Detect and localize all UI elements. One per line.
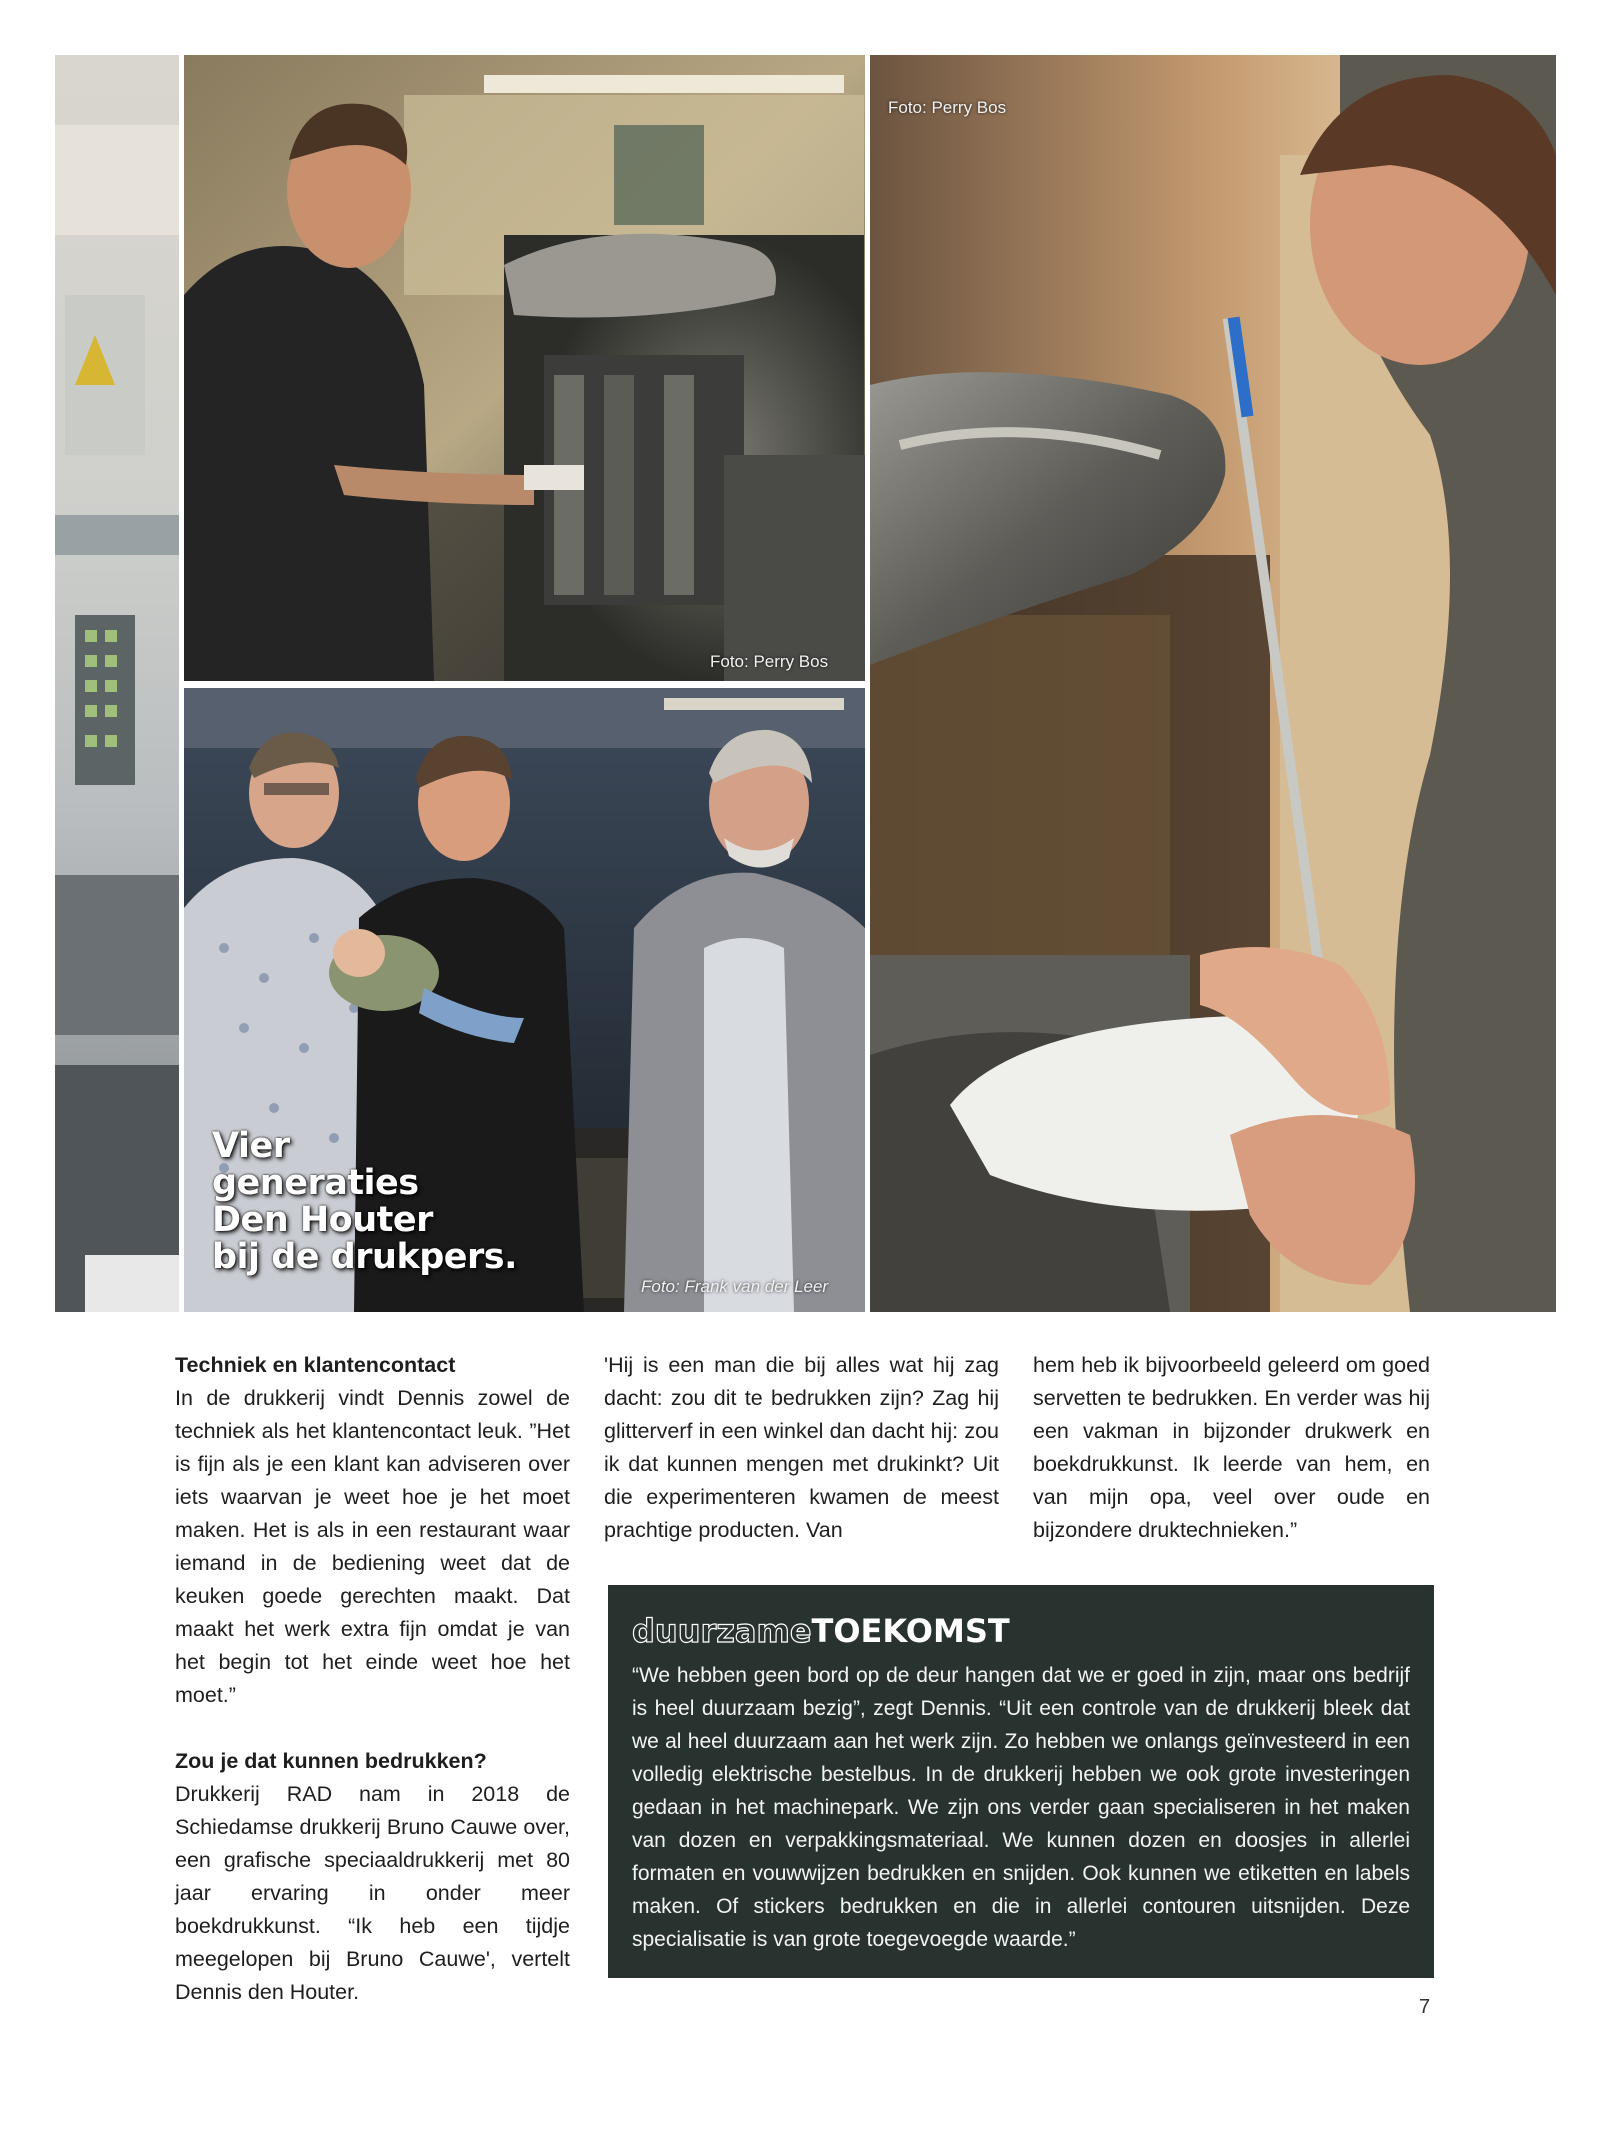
- box-title-thin: duurzame: [632, 1612, 812, 1650]
- page-number: 7: [1419, 1996, 1431, 2018]
- box-title: [632, 1611, 1410, 1651]
- section-heading-printing: Zou je dat kunnen bedrukken?: [175, 1749, 487, 1773]
- sustainability-box: [608, 1585, 1434, 1978]
- headline-line-4: bij de drukpers.: [212, 1237, 517, 1277]
- photo-credit-bottom-left: Foto: Frank van der Leer: [641, 1277, 829, 1296]
- reading-print-proof-photo: [870, 55, 1556, 1312]
- article-column-1: [175, 1349, 570, 2009]
- left-strip-photo: [55, 55, 179, 1312]
- paragraph-column-2: 'Hij is een man die bij alles wat hij zag dacht: zou dit te bedrukken zijn? Zag hij glitterverf in een winkel dan dacht hij: zou ik dat kunnen mengen met drukinkt? Uit die experimenteren kwamen de meest prachtige producten. Van: [604, 1353, 999, 1542]
- photo-credit-right: Foto: Perry Bos: [888, 98, 1007, 117]
- section-heading-technique: Techniek en klantencontact: [175, 1353, 456, 1377]
- box-text: “We hebben geen bord op de deur hangen dat we er goed in zijn, maar ons bedrijf is heel duurzaam bezig”, zegt Dennis. “Uit een controle van de drukkerij bleek dat we al heel duurzaam aan het werk zijn. Zo hebben we onlangs geïnvesteerd in een volledig elektrische bestelbus. In de drukkerij hebben we ook grote investeringen gedaan in het machinepark. We zijn ons verder gaan specialiseren in het maken van dozen en verpakkingsmateriaal. We kunnen dozen en doosjes in allerlei formaten en vouwwijzen bedrukken en snijden. Ook kunnen we etiketten en labels maken. Of stickers bedrukken en die in allerlei contouren uitsnijden. Deze specialisatie is van grote toegevoegde waarde.”: [632, 1664, 1410, 1951]
- press-operator-photo: [184, 55, 865, 681]
- headline-line-3: Den Houter: [212, 1200, 433, 1240]
- paragraph-printing: Drukkerij RAD nam in 2018 de Schiedamse drukkerij Bruno Cauwe over, een grafische speciaaldrukkerij met 80 jaar ervaring in onder meer boekdrukkunst. “Ik heb een tijdje meegelopen bij Bruno Cauwe', vertelt Dennis den Houter.: [175, 1782, 570, 2004]
- box-title-bold: TOEKOMST: [811, 1612, 1010, 1650]
- feature-headline: [212, 1128, 517, 1276]
- headline-line-2: generaties: [212, 1163, 419, 1203]
- photo-credit-top-left: Foto: Perry Bos: [710, 652, 829, 671]
- paragraph-technique: In de drukkerij vindt Dennis zowel de techniek als het klantencontact leuk. ”Het is fijn als je een klant kan adviseren over iets waarvan je weet hoe je het moet maken. Het is als in een restaurant waar iemand in de bediening weet dat de keuken goede gerechten maakt. Dat maakt het werk extra fijn omdat je van het begin tot het einde weet hoe het moet.”: [175, 1386, 570, 1707]
- article-column-3: [1033, 1349, 1430, 1547]
- headline-line-1: Vier: [212, 1126, 290, 1166]
- article-column-2: [604, 1349, 999, 1547]
- paragraph-column-3: hem heb ik bijvoorbeeld geleerd om goed servetten te bedrukken. En verder was hij een vakman in bijzonder drukwerk en boekdrukkunst. Ik leerde van hem, en van mijn opa, veel over oude en bijzondere druktechnieken.”: [1033, 1353, 1430, 1542]
